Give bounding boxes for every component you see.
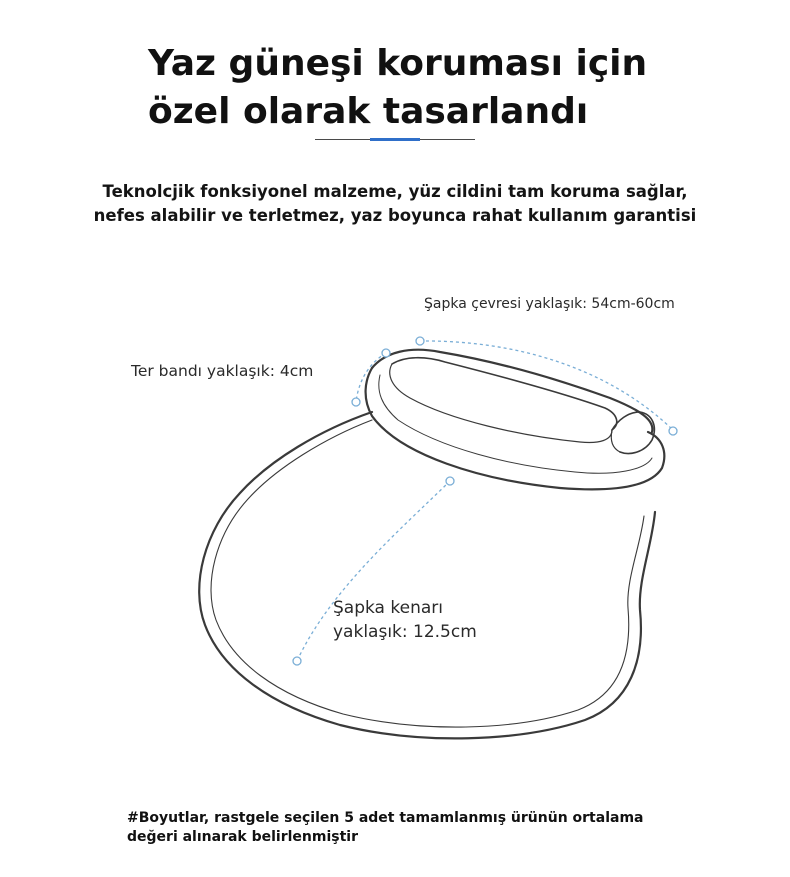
circumference-start-dot <box>416 337 424 345</box>
brim-label-line-1: Şapka kenarı <box>333 598 443 618</box>
footnote-line-1: #Boyutlar, rastgele seçilen 5 adet tamamlanmış ürünün ortalama <box>127 810 644 826</box>
brim-stitch-line <box>211 420 644 727</box>
headband-inner-lower <box>390 364 612 443</box>
brim-label-line-2: yaklaşık: 12.5cm <box>333 622 477 642</box>
footnote <box>127 809 643 847</box>
subtitle-line-2: nefes alabilir ve terletmez, yaz boyunca rahat kullanım garantisi <box>93 206 697 225</box>
headband-outer <box>366 368 665 489</box>
sweatband-label: Ter bandı yaklaşık: 4cm <box>131 362 314 380</box>
title-line-1: Yaz güneşi koruması için <box>148 43 648 84</box>
strap-end <box>611 430 620 452</box>
circumference-label: Şapka çevresi yaklaşık: 54cm-60cm <box>424 296 675 312</box>
brim-label <box>333 596 477 644</box>
headband-inner-rim <box>392 358 617 430</box>
headband-stitch <box>379 375 652 473</box>
sweatband-top-dot <box>382 349 390 357</box>
sweatband-bottom-dot <box>352 398 360 406</box>
title-line-2: özel olarak tasarlandı <box>148 91 589 132</box>
circumference-end-dot <box>669 427 677 435</box>
footnote-line-2: değeri alınarak belirlenmiştir <box>127 829 358 845</box>
headband-top-rim <box>372 350 652 432</box>
subtitle-line-1: Teknolcjik fonksiyonel malzeme, yüz cildini tam koruma sağlar, <box>102 182 688 201</box>
visor-brim <box>199 350 664 739</box>
brim-top-dot <box>446 477 454 485</box>
brim-bottom-dot <box>293 657 301 665</box>
brim-outer-outline <box>199 412 655 738</box>
